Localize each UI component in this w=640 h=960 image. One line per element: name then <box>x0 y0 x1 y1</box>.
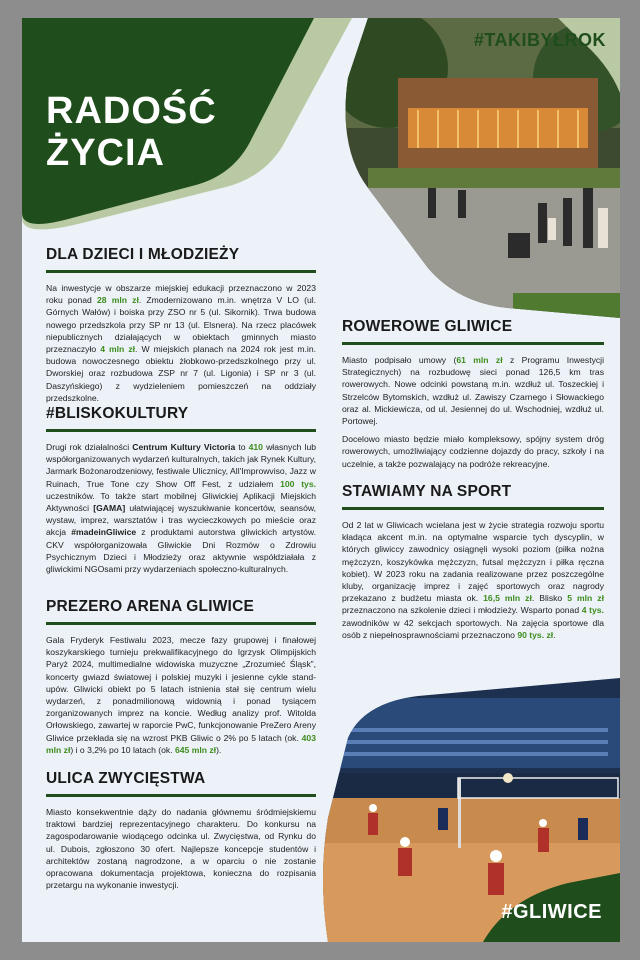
section-text-sport: Od 2 lat w Gliwicach wcielana jest w życie strategia rozwoju sportu kładąca akcent m.in. na optymalne wsparcie tych dyscyplin, w których gliwiccy zawodnicy osiągnęli wysoki poziom (piłka nożna mężczyzn, koszykówka mężczyzn, futsal mężczyzn i piłka ręczna kobiet). W 2023 roku na zadania realizowane przez poszczególne kluby, organizację imprez i zajęć sportowych oraz nagrody przekazano z budżetu miasta ok. 16,5 mln zł. Blisko 5 mln zł przeznaczono na szkolenie dzieci i młodzieży. Wsparto ponad 4 tys. zawodników w 42 sekcjach sportowych. Na zajęcia sportowe dla osób z niepełnosprawnościami przeznaczono 90 tys. zł. <box>342 520 604 640</box>
section-bike <box>342 318 604 476</box>
magazine-page <box>22 18 620 942</box>
hashtag-bottom: #GLIWICE <box>501 901 602 923</box>
section-text-bike-2: Docelowo miasto będzie miało kompleksowy, spójny system dróg rowerowych, umożliwiający codzienne dojazdy do pracy, szkoły i na uczelnie, a także pozwalający na podróże rekreacyjne. <box>342 434 604 469</box>
section-title-prezero: PREZERO ARENA GLIWICE <box>46 598 316 625</box>
section-title-culture: #BLISKOKULTURY <box>46 405 316 432</box>
section-culture <box>46 405 316 581</box>
section-sport <box>342 483 604 647</box>
section-text-culture: Drugi rok działalności Centrum Kultury Victoria to 410 własnych lub współorganizowanych wydarzeń kulturalnych, takich jak Rynek Kultury, Jarmark Bożonarodzeniowy, festiwale Ulicznicy, All'Improwviso, Jazz w Ruinach, True Tone czy Show Off Fest, z udziałem 100 tys. uczestników. To także start mobilnej Gliwickiej Aplikacji Miejskich Aktywności [GAMA] ułatwiającej wyszukiwanie koncertów, seansów, wystaw, imprez, warsztatów i tras wycieczkowych po mieście oraz akcja #madeinGliwice z produktami autorstwa gliwickich artystów. CKV współorganizowała Gliwickie Dni Rozmów o Zdrowiu Psychicznym Dzieci i Młodzieży oraz aktywnie współdziałała z gliwickimi NGOsami przy wydarzeniach społeczno-kulturalnych. <box>46 442 317 575</box>
section-text-bike-1: Miasto podpisało umowy (61 mln zł z Programu Inwestycji Strategicznych) na rozbudowę sieci ponad 126,5 km tras rowerowych. Nowe odcinki powstaną m.in. wzdłuż ul. Toszeckiej i Strzelców Bytomskich, wzdłuż ul. Zawiszy Czarnego i Słowackiego oraz al. Mickiewicza, od ul. Jesiennej do ul. Wschodniej, wzdłuż ul. Portowej. <box>342 355 604 427</box>
section-prezero <box>46 598 316 762</box>
hashtag-top: #TAKIBYŁROK <box>473 30 606 50</box>
section-ulica <box>46 770 316 897</box>
section-title-bike: ROWEROWE GLIWICE <box>342 318 604 345</box>
section-text-prezero: Gala Fryderyk Festiwalu 2023, mecze fazy grupowej i finałowej koszykarskiego turnieju prekwalifikacyjnego do Igrzysk Olimpijskich Paryż 2024, multimedialne widowiska muzyczne „Zrozumieć Śląsk”, koncerty gwiazd światowej i polskiej muzyki i jesienne cykle stand-upów. Gliwicki obiekt po 5 latach istnienia stał się centrum wielu wydarzeń, z ponadmilionową widownią i ponad tysiącem zorganizowanych imprez na koncie. Według analizy prof. Witolda Orłowskiego, zawartej w raporcie PwC, funkcjonowanie PreZero Areny Gliwice przekłada się na wzrost PKB Gliwic o 2% po 5 latach (ok. 403 mln zł) i o 3,2% po 10 latach (ok. 645 mln zł). <box>46 635 316 755</box>
section-title-kids: DLA DZIECI I MŁODZIEŻY <box>46 246 316 273</box>
page-title <box>46 90 217 174</box>
title-line-1: RADOŚĆ <box>46 90 217 132</box>
title-line-2: ŻYCIA <box>46 132 165 174</box>
section-title-ulica: ULICA ZWYCIĘSTWA <box>46 770 316 797</box>
section-text-kids: Na inwestycje w obszarze miejskiej edukacji przeznaczono w 2023 roku ponad 28 mln zł. Zmodernizowano m.in. wnętrza V LO (ul. Górnych Wałów) i boiska przy ZSO nr 5 (ul. Sikornik). Trwa budowa nowego przedszkola przy SP nr 13 (ul. Elsnera). Na rzecz placówek niepublicznych działających w obiektach gminnych miasto przeznaczyło 4 mln zł. W miejskich planach na 2024 rok jest m.in. budowa nowoczesnego obiektu żłobkowo-przedszkolnego przy ul. Dworskiej oraz rozbudowa ZSP nr 7 (ul. Ligonia) i SP nr 3 (ul. Daszyńskiego) z wydzieleniem pomieszczeń na oddziały przedszkolne. <box>46 283 317 403</box>
section-text-ulica: Miasto konsekwentnie dąży do nadania głównemu śródmiejskiemu traktowi bardziej reprezentacyjnego charakteru. Do konkursu na zagospodarowanie wiodącego odcinka ul. Zwycięstwa, od Rynku do ul. Dubois, zgłoszono 30 ofert. Najlepsze koncepcje studentów i architektów zostaną nagrodzone, a w oparciu o nie zostanie opracowana dokumentacja projektowa, konieczna do rozpisania przetargu na wykonanie inwestycji. <box>46 807 316 891</box>
park-photo <box>308 18 620 318</box>
section-kids <box>46 246 316 410</box>
section-title-sport: STAWIAMY NA SPORT <box>342 483 604 510</box>
